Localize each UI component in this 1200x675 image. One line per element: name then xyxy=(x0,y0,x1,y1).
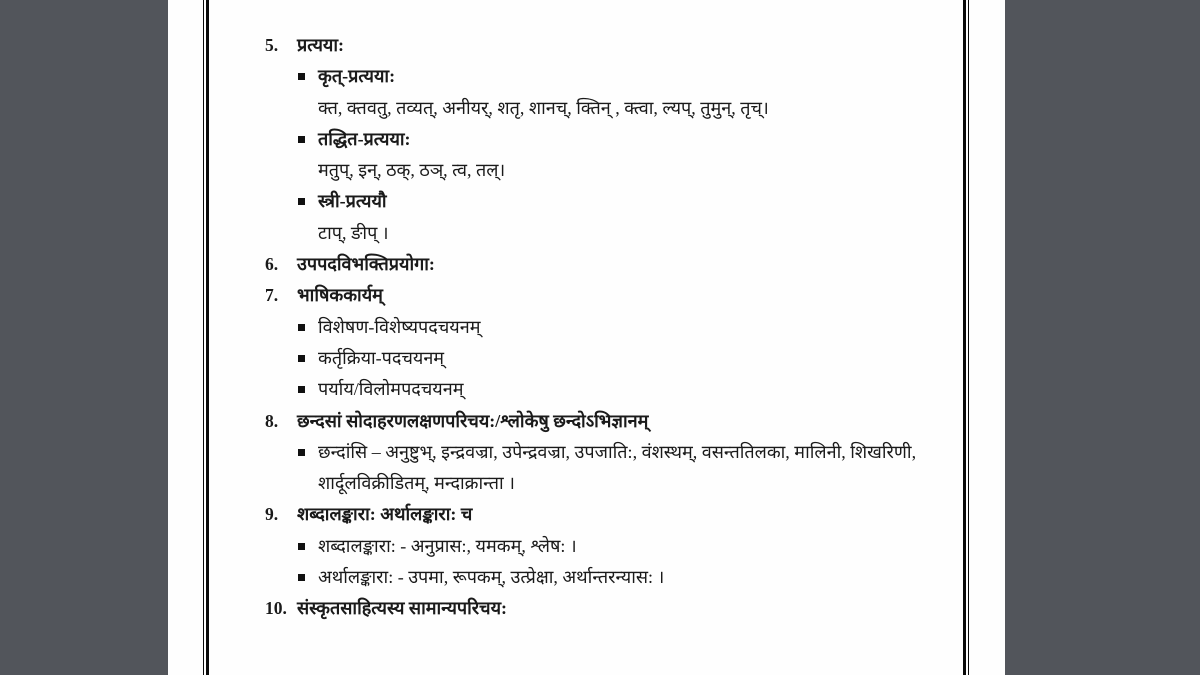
numbered-item xyxy=(208,249,963,280)
continuation-text: क्त, क्तवतु, तव्यत्, अनीयर्, शतृ, शानच्, क्तिन् , क्त्वा, ल्यप्, तुमुन्, तृच्। xyxy=(318,97,769,118)
square-bullet-icon xyxy=(298,324,305,331)
page-border-right-inner xyxy=(963,0,966,675)
item-number: 7. xyxy=(265,285,279,306)
bullet-item xyxy=(208,61,963,92)
item-title: शब्दालङ्कारा: अर्थालङ्कारा: च xyxy=(297,504,473,525)
bullet-text: कर्तृक्रिया-पदचयनम् xyxy=(318,347,445,368)
bullet-text: विशेषण-विशेष्यपदचयनम् xyxy=(318,316,481,337)
square-bullet-icon xyxy=(298,574,305,581)
bullet-item xyxy=(208,343,963,374)
square-bullet-icon xyxy=(298,355,305,362)
bullet-item xyxy=(208,186,963,217)
bullet-item xyxy=(208,124,963,155)
continuation-text: शार्दूलविक्रीडितम्, मन्दाक्रान्ता । xyxy=(318,473,515,494)
bullet-item xyxy=(208,531,963,562)
square-bullet-icon xyxy=(298,543,305,550)
bullet-text: पर्याय/विलोमपदचयनम् xyxy=(318,379,464,400)
bullet-item xyxy=(208,437,963,468)
numbered-item xyxy=(208,499,963,530)
page-border-right-outer xyxy=(968,0,969,675)
square-bullet-icon xyxy=(298,449,305,456)
continuation-line xyxy=(208,468,963,499)
item-title: भाषिककार्यम् xyxy=(297,285,383,306)
item-number: 10. xyxy=(265,598,287,619)
continuation-text: मतुप्, इन्, ठक्, ठञ्, त्व, तल्। xyxy=(318,160,506,181)
bullet-text: शब्दालङ्कारा: - अनुप्रास:, यमकम्, श्लेष: । xyxy=(318,535,577,556)
square-bullet-icon xyxy=(298,73,305,80)
item-number: 8. xyxy=(265,410,279,431)
numbered-item xyxy=(208,30,963,61)
bullet-text: तद्धित-प्रत्यया: xyxy=(318,128,411,149)
bullet-item xyxy=(208,312,963,343)
numbered-item xyxy=(208,280,963,311)
item-number: 6. xyxy=(265,254,279,275)
continuation-line xyxy=(208,93,963,124)
bullet-text: स्त्री-प्रत्ययौ xyxy=(318,191,387,212)
item-title: छन्दसां सोदाहरणलक्षणपरिचय:/श्लोकेषु छन्दोऽभिज्ञानम् xyxy=(297,410,649,431)
continuation-text: टाप्, ङीप् । xyxy=(318,222,389,243)
square-bullet-icon xyxy=(298,136,305,143)
page-border-left-outer xyxy=(203,0,204,675)
page-content xyxy=(208,0,963,675)
bullet-text: कृत्-प्रत्यया: xyxy=(318,66,396,87)
continuation-line xyxy=(208,218,963,249)
bullet-text: अर्थालङ्कारा: - उपमा, रूपकम्, उत्प्रेक्षा, अर्थान्तरन्यास: । xyxy=(318,567,665,588)
item-title: उपपदविभक्तिप्रयोगा: xyxy=(297,254,435,275)
numbered-item xyxy=(208,406,963,437)
item-number: 5. xyxy=(265,35,279,55)
item-title: प्रत्यया: xyxy=(297,35,344,55)
item-title: संस्कृतसाहित्यस्य सामान्यपरिचय: xyxy=(297,598,508,619)
square-bullet-icon xyxy=(298,198,305,205)
item-number: 9. xyxy=(265,504,279,525)
numbered-item xyxy=(208,593,963,624)
bullet-item xyxy=(208,374,963,405)
document-page xyxy=(168,0,1005,675)
continuation-line xyxy=(208,155,963,186)
bullet-text: छन्दांसि – अनुष्टुभ्, इन्द्रवज्रा, उपेन्द्रवज्रा, उपजाति:, वंशस्थम्, वसन्ततिलका, मालिनी, शिखरिणी, xyxy=(318,441,917,462)
bullet-item xyxy=(208,562,963,593)
square-bullet-icon xyxy=(298,386,305,393)
